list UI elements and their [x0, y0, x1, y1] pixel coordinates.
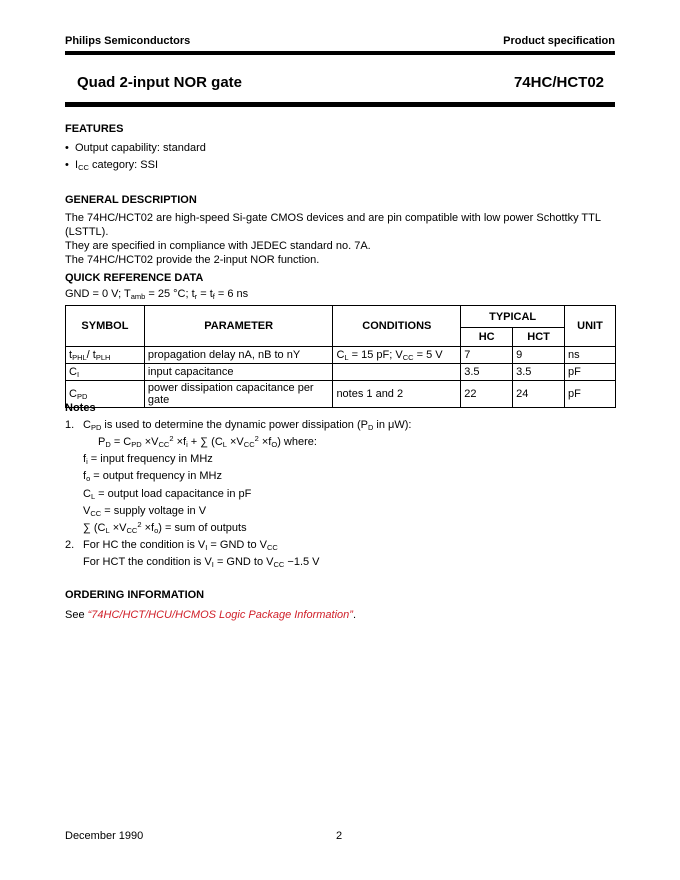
column-header-hc: HC — [461, 328, 513, 347]
table-header-row — [66, 306, 616, 328]
package-information-link[interactable]: “74HC/HCT/HCU/HCMOS Logic Package Information” — [87, 609, 353, 621]
title-rule — [65, 102, 615, 107]
general-description: The 74HC/HCT02 are high-speed Si-gate CMOS devices and are pin compatible with low power Schottky TTL (LSTTL). They are specified in compliance with JEDEC standard no. 7A. The 74HC/HCT02 provide the 2-input NOR function. — [65, 212, 601, 266]
cell-unit: ns — [565, 347, 616, 364]
definition-sum: ∑ $(C_L \times V_{CC}^2 \times f_o)$ = sum of outputs — [83, 520, 247, 535]
feature-item: • $I_{CC}$ category: SSI — [65, 159, 159, 172]
cell-symbol: $t_{PHL}/$ $t_{PLH}$ — [66, 347, 145, 364]
table-row — [66, 364, 616, 381]
ordering-text: See “74HC/HCT/HCU/HCMOS Logic Package Information”. — [65, 609, 357, 621]
cell-conditions: $C_L = 15$ pF; $V_{CC} = 5$ V — [333, 347, 461, 364]
features-heading: FEATURES — [65, 123, 124, 135]
page-title: Quad 2-input NOR gate — [77, 74, 242, 91]
cell-symbol: $C_I$ — [66, 364, 145, 381]
column-header-parameter: PARAMETER — [144, 306, 333, 347]
cell-hc: 3.5 — [461, 364, 513, 381]
cell-unit: pF — [565, 364, 616, 381]
cell-symbol: $C_{PD}$ — [66, 381, 145, 408]
column-header-conditions: CONDITIONS — [333, 306, 461, 347]
cell-hct: 24 — [513, 381, 565, 408]
cell-parameter: power dissipation capacitance per gate — [144, 381, 333, 408]
definition-vcc: $V_{CC}$ = supply voltage in V — [83, 505, 207, 518]
cell-parameter: input capacitance — [144, 364, 333, 381]
power-formula: $P_D = C_{PD} \times V_{CC}^2 \times f_i$ + ∑ $(C_L \times V_{CC}^2 \times f_O)$ where: — [98, 434, 317, 449]
quick-reference-heading: QUICK REFERENCE DATA — [65, 272, 204, 284]
page-number: 2 — [336, 830, 343, 842]
document-type: Product specification — [503, 35, 615, 47]
note-2: 2. For HC the condition is $V_I$ = GND to $V_{CC}$ — [65, 539, 278, 552]
notes-heading: Notes — [65, 402, 96, 414]
bullet-icon: • — [65, 159, 69, 171]
column-header-unit: UNIT — [565, 306, 616, 347]
column-header-hct: HCT — [513, 328, 565, 347]
note-2-hct: For HCT the condition is $V_I$ = GND to $V_{CC} -1.5$ V — [83, 556, 320, 569]
cell-parameter: propagation delay nA, nB to nY — [144, 347, 333, 364]
cell-conditions — [333, 364, 461, 381]
note-1: 1. $C_{PD}$ is used to determine the dynamic power dissipation ($P_D$ in μW): — [65, 419, 412, 432]
table-row — [66, 381, 616, 408]
cell-hct: 9 — [513, 347, 565, 364]
part-number: 74HC/HCT02 — [513, 74, 604, 91]
header-rule — [65, 51, 615, 55]
company-name: Philips Semiconductors — [65, 35, 191, 47]
cell-hc: 7 — [461, 347, 513, 364]
cell-hc: 22 — [461, 381, 513, 408]
quick-reference-conditions: GND = 0 V; $T_{amb} = 25$ °C; $t_r = t_f = 6$ ns — [65, 288, 249, 301]
ordering-heading: ORDERING INFORMATION — [65, 589, 205, 601]
column-header-typical: TYPICAL — [461, 306, 565, 328]
cell-unit: pF — [565, 381, 616, 408]
quick-reference-table — [65, 305, 616, 408]
table-row — [66, 347, 616, 364]
cell-hct: 3.5 — [513, 364, 565, 381]
bullet-icon: • — [65, 142, 69, 154]
general-description-heading: GENERAL DESCRIPTION — [65, 194, 197, 206]
definition-cl: $C_L$ = output load capacitance in pF — [83, 488, 252, 501]
footer-date: December 1990 — [65, 830, 144, 842]
definition-fi: $f_i$ = input frequency in MHz — [83, 453, 213, 466]
column-header-symbol: SYMBOL — [66, 306, 145, 347]
feature-item: • Output capability: standard — [65, 142, 206, 154]
cell-conditions: notes 1 and 2 — [333, 381, 461, 408]
definition-fo: $f_o$ = output frequency in MHz — [83, 470, 222, 483]
